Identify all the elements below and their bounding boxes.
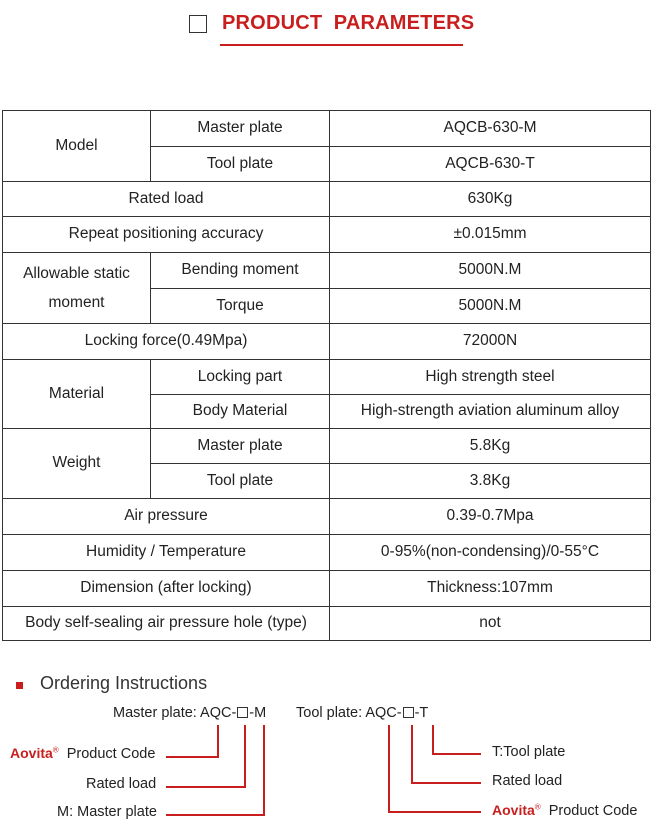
table-row <box>3 535 651 571</box>
leader-line <box>217 725 219 757</box>
leader-line <box>411 725 413 783</box>
repeat-accuracy-label: Repeat positioning accuracy <box>3 217 330 253</box>
bullet-square-icon <box>16 682 23 689</box>
dimension-label: Dimension (after locking) <box>3 571 330 607</box>
brand-logo: Aovita® <box>492 802 541 818</box>
table-row <box>3 571 651 607</box>
model-label: Model <box>3 111 151 182</box>
leader-line <box>244 725 246 787</box>
air-pressure-label: Air pressure <box>3 499 330 535</box>
code-box-icon <box>403 707 414 718</box>
leader-line <box>411 782 481 784</box>
bending-moment-label: Bending moment <box>151 253 330 289</box>
table-row <box>3 182 651 217</box>
material-label: Material <box>3 360 151 429</box>
tool-rated-load-label: Rated load <box>492 773 563 789</box>
locking-part-value: High strength steel <box>330 360 651 395</box>
table-row <box>3 607 651 641</box>
master-code-suffix: -M <box>249 705 267 721</box>
sealing-hole-value: not <box>330 607 651 641</box>
weight-master-label: Master plate <box>151 429 330 464</box>
leader-line <box>388 811 481 813</box>
m-master-plate-label: M: Master plate <box>57 804 157 820</box>
tool-plate-value: AQCB-630-T <box>330 147 651 182</box>
product-code-text: Product Code <box>548 803 638 819</box>
weight-tool-label: Tool plate <box>151 464 330 499</box>
locking-force-value: 72000N <box>330 324 651 360</box>
ordering-title: Ordering Instructions <box>40 673 208 693</box>
table-row <box>3 429 651 464</box>
table-row <box>3 253 651 289</box>
leader-line <box>432 725 434 754</box>
repeat-accuracy-value: ±0.015mm <box>330 217 651 253</box>
leader-line <box>166 814 265 816</box>
dimension-value: Thickness:107mm <box>330 571 651 607</box>
leader-line <box>166 756 219 758</box>
table-row <box>3 111 651 147</box>
tool-code-prefix: Tool plate: AQC- <box>296 705 402 721</box>
body-material-label: Body Material <box>151 395 330 429</box>
leader-line <box>263 725 265 815</box>
tool-plate-code <box>296 705 428 721</box>
code-box-icon <box>237 707 248 718</box>
torque-label: Torque <box>151 289 330 324</box>
bending-moment-value: 5000N.M <box>330 253 651 289</box>
page-header <box>0 0 652 50</box>
weight-master-value: 5.8Kg <box>330 429 651 464</box>
master-code-prefix: Master plate: AQC- <box>113 705 237 721</box>
master-product-code-label <box>10 745 155 762</box>
tool-plate-label: Tool plate <box>151 147 330 182</box>
locking-force-label: Locking force(0.49Mpa) <box>3 324 330 360</box>
torque-value: 5000N.M <box>330 289 651 324</box>
rated-load-value: 630Kg <box>330 182 651 217</box>
page-title: PRODUCT PARAMETERS <box>222 12 475 34</box>
static-moment-label: Allowable static moment <box>3 253 151 324</box>
brand-logo: Aovita® <box>10 745 59 761</box>
checkbox-square-icon <box>189 15 207 33</box>
tool-product-code-label <box>492 802 637 819</box>
table-row <box>3 499 651 535</box>
leader-line <box>166 786 246 788</box>
weight-label: Weight <box>3 429 151 499</box>
table-row <box>3 360 651 395</box>
humidity-value: 0-95%(non-condensing)/0-55°C <box>330 535 651 571</box>
t-tool-plate-label: T:Tool plate <box>492 744 566 760</box>
master-plate-value: AQCB-630-M <box>330 111 651 147</box>
table-row <box>3 217 651 253</box>
locking-part-label: Locking part <box>151 360 330 395</box>
leader-line <box>432 753 481 755</box>
table-row <box>3 324 651 360</box>
body-material-value: High-strength aviation aluminum alloy <box>330 395 651 429</box>
master-rated-load-label: Rated load <box>86 776 157 792</box>
rated-load-label: Rated load <box>3 182 330 217</box>
product-code-text: Product Code <box>66 746 156 762</box>
leader-line <box>388 725 390 812</box>
weight-tool-value: 3.8Kg <box>330 464 651 499</box>
master-plate-label: Master plate <box>151 111 330 147</box>
master-plate-code <box>113 705 266 721</box>
parameters-table <box>2 110 651 641</box>
sealing-hole-label: Body self-sealing air pressure hole (type) <box>3 607 330 641</box>
title-underline <box>220 44 463 46</box>
tool-code-suffix: -T <box>414 705 429 721</box>
humidity-label: Humidity / Temperature <box>3 535 330 571</box>
air-pressure-value: 0.39-0.7Mpa <box>330 499 651 535</box>
